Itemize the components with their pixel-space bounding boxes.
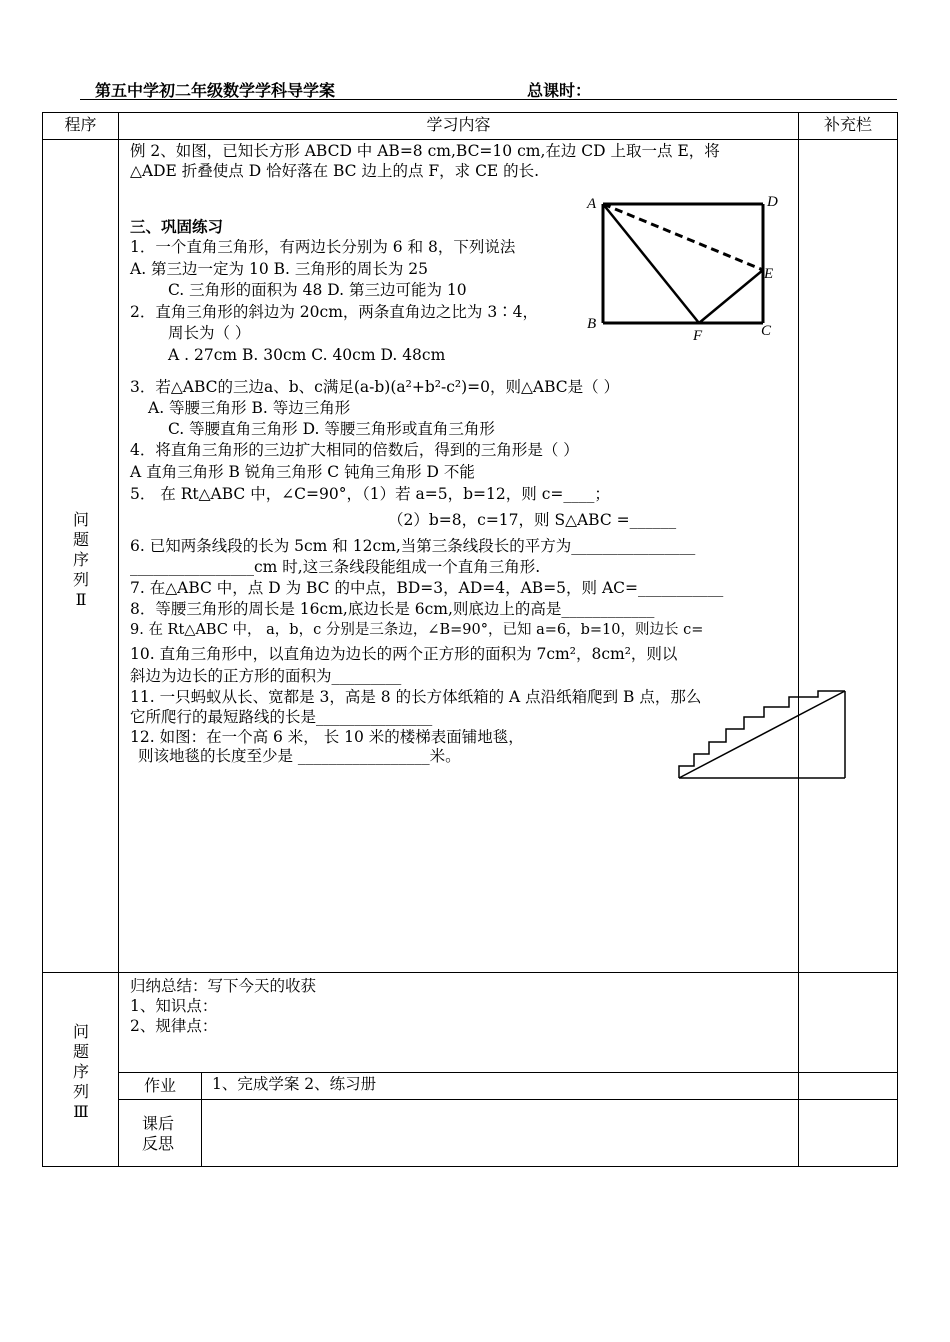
q7: 7. 在△ABC 中，点 D 为 BC 的中点，BD=3，AD=4，AB=5，则 AC=___________ — [130, 579, 724, 597]
point-a-label: A — [587, 196, 597, 212]
q1-options-ab: A. 第三边一定为 10 B. 三角形的周长为 25 — [130, 260, 429, 278]
q11-line1: 11. 一只蚂蚁从长、宽都是 3，高是 8 的长方体纸箱的 A 点沿纸箱爬到 B 点，那么 — [130, 688, 702, 706]
section2-supplement-cell — [798, 139, 898, 973]
section2-label-char: 列 — [72, 570, 89, 589]
q2-stem: 2．直角三角形的斜边为 20cm，两条直角边之比为 3∶4， — [130, 303, 539, 321]
example2-line1: 例 2、如图，已知长方形 ABCD 中 AB=8 cm,BC=10 cm,在边 CD 上取一点 E，将 — [130, 142, 720, 160]
summary-knowledge: 1、知识点： — [130, 997, 218, 1015]
section3-label-char: 问 — [72, 1022, 89, 1041]
col-header-supplement-label: 补充栏 — [823, 115, 872, 134]
col-header-content-label: 学习内容 — [426, 115, 491, 134]
q4-stem: 4．将直角三角形的三边扩大相同的倍数后，得到的三角形是（ ） — [130, 441, 579, 459]
q3-stem: 3．若△ABC的三边a、b、c满足(a-b)(a²+b²-c²)=0，则△ABC是（ ） — [130, 378, 620, 396]
section3-label-char: Ⅲ — [73, 1102, 89, 1121]
point-e-label: E — [764, 266, 774, 282]
q8: 8．等腰三角形的周长是 16cm,底边长是 6cm,则底边上的高是____________ — [130, 600, 655, 618]
col-header-supplement — [798, 112, 898, 140]
q6-line1: 6. 已知两条线段的长为 5cm 和 12cm,当第三条线段长的平方为________________ — [130, 537, 696, 555]
q10-line1: 10. 直角三角形中，以直角边为边长的两个正方形的面积为 7cm²，8cm²，则以 — [130, 645, 678, 663]
section3-label-char: 列 — [72, 1082, 89, 1101]
rectangle-fold-figure — [583, 188, 793, 348]
q3-options-ab: A. 等腰三角形 B. 等边三角形 — [148, 399, 351, 417]
q1-options-cd: C. 三角形的面积为 48 D. 第三边可能为 10 — [168, 281, 467, 299]
col-header-content — [118, 112, 799, 140]
section2-label-char: Ⅱ — [75, 590, 87, 609]
point-b-label: B — [587, 316, 597, 332]
homework-label: 作业 — [143, 1076, 176, 1095]
document-title: 第五中学初二年级数学学科导学案 — [95, 81, 336, 100]
q12-line2: 则该地毯的长度至少是 _________________米。 — [138, 747, 461, 765]
q4-options: A 直角三角形 B 锐角三角形 C 钝角三角形 D 不能 — [130, 463, 475, 481]
header-rule — [80, 99, 897, 100]
point-c-label: C — [761, 323, 772, 339]
q2-options: A . 27cm B. 30cm C. 40cm D. 48cm — [168, 346, 446, 364]
q9: 9. 在 Rt△ABC 中， a，b，c 分别是三条边，∠B=90°，已知 a=6，b=10，则边长 c= — [130, 622, 704, 638]
section2-label-char: 问 — [72, 510, 89, 529]
col-header-procedure-label: 程序 — [64, 115, 97, 134]
section2-label — [71, 510, 91, 610]
homework-label-cell — [118, 1072, 202, 1100]
section3-supplement-top — [798, 972, 898, 1073]
practice-heading: 三、巩固练习 — [130, 217, 224, 236]
section3-label-char: 序 — [72, 1062, 89, 1081]
point-d-label: D — [767, 194, 778, 210]
reflection-label-line2: 反思 — [142, 1134, 175, 1153]
q6-line2: ________________cm 时,这三条线段能组成一个直角三角形. — [130, 558, 541, 576]
example2-line2: △ADE 折叠使点 D 恰好落在 BC 边上的点 F，求 CE 的长. — [130, 162, 540, 180]
homework-text: 1、完成学案 2、练习册 — [212, 1075, 377, 1093]
section2-label-char: 序 — [72, 550, 89, 569]
reflection-label-line1: 课后 — [142, 1114, 175, 1133]
homework-supplement-cell — [798, 1072, 898, 1100]
q12-line1: 12. 如图：在一个高 6 米， 长 10 米的楼梯表面铺地毯， — [130, 728, 524, 746]
q5-part1: 5． 在 Rt△ABC 中，∠C=90°，（1）若 a=5，b=12，则 c=____； — [130, 485, 610, 503]
q1-stem: 1．一个直角三角形，有两边长分别为 6 和 8，下列说法 — [130, 238, 516, 256]
summary-rules: 2、规律点： — [130, 1017, 218, 1035]
q2-stem-cont: 周长为（ ） — [168, 324, 251, 342]
section2-label-char: 题 — [72, 530, 89, 549]
q5-part2: （2）b=8，c=17，则 S△ABC =______ — [388, 511, 677, 529]
stair-hypotenuse — [679, 691, 845, 778]
reflection-content-cell[interactable] — [201, 1099, 799, 1167]
reflection-supplement-cell — [798, 1099, 898, 1167]
q10-line2: 斜边为边长的正方形的面积为_________ — [130, 667, 402, 685]
q3-options-cd: C. 等腰直角三角形 D. 等腰三角形或直角三角形 — [168, 420, 495, 438]
section3-label — [71, 1022, 91, 1122]
summary-heading: 归纳总结：写下今天的收获 — [130, 977, 317, 995]
period-label: 总课时： — [527, 81, 592, 100]
staircase-figure — [676, 688, 848, 782]
col-header-procedure — [42, 112, 119, 140]
point-f-label: F — [693, 328, 703, 344]
section3-label-char: 题 — [72, 1042, 89, 1061]
q11-line2: 它所爬行的最短路线的长是_______________ — [130, 708, 433, 726]
